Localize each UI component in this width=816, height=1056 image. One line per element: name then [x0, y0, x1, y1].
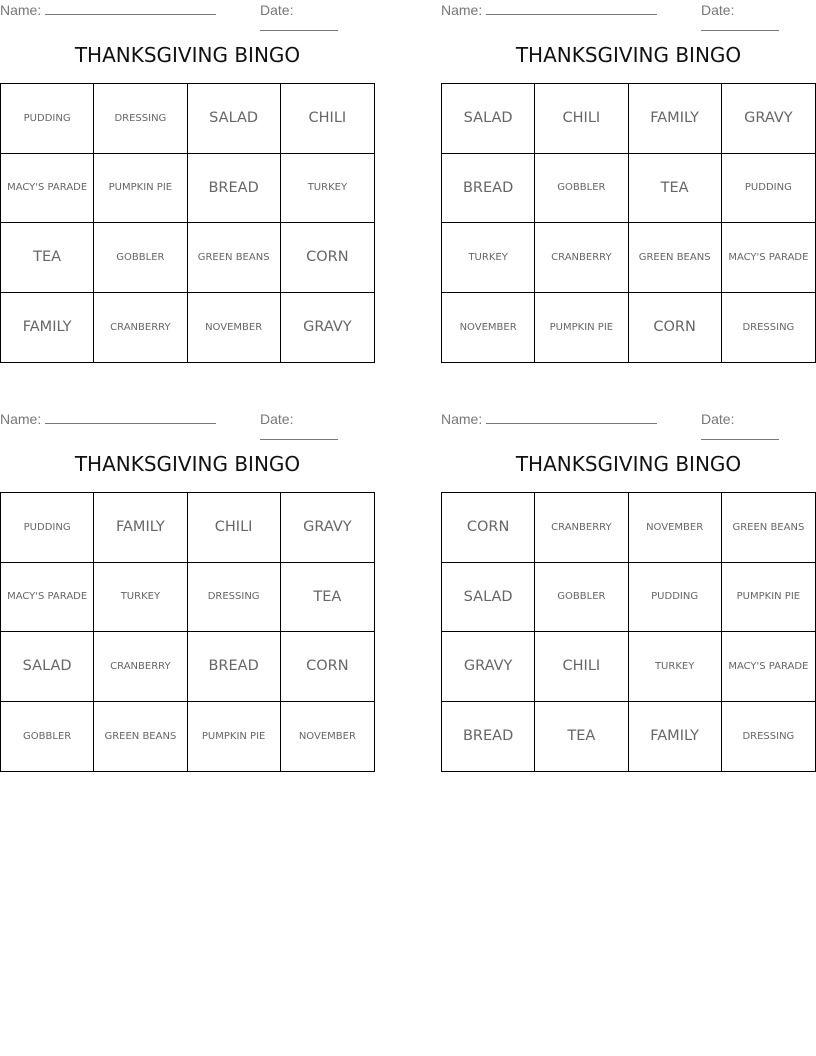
bingo-cell[interactable]: GREEN BEANS — [188, 223, 281, 293]
bingo-cell[interactable]: NOVEMBER — [188, 293, 281, 363]
date-field[interactable] — [260, 411, 375, 443]
date-field[interactable] — [701, 411, 816, 443]
name-date-row — [441, 409, 816, 429]
bingo-cell[interactable]: SALAD — [1, 632, 94, 702]
bingo-cell[interactable]: GOBBLER — [94, 223, 187, 293]
bingo-cell[interactable]: FAMILY — [94, 493, 187, 563]
bingo-cell[interactable]: PUDDING — [629, 563, 722, 633]
bingo-cell[interactable]: FAMILY — [629, 702, 722, 772]
date-label: Date: — [701, 2, 735, 18]
bingo-cell[interactable]: GRAVY — [442, 632, 535, 702]
bingo-cell[interactable]: CORN — [281, 632, 374, 702]
card-title: THANKSGIVING BINGO — [74, 43, 301, 67]
bingo-cell[interactable]: CORN — [442, 493, 535, 563]
bingo-cell[interactable]: DRESSING — [94, 84, 187, 154]
bingo-cell[interactable]: CRANBERRY — [94, 293, 187, 363]
bingo-cell[interactable]: TEA — [629, 154, 722, 224]
bingo-grid — [441, 83, 816, 363]
bingo-cell[interactable]: PUMPKIN PIE — [722, 563, 815, 633]
bingo-cell[interactable]: CHILI — [188, 493, 281, 563]
bingo-cell[interactable]: SALAD — [188, 84, 281, 154]
date-field[interactable] — [701, 2, 816, 34]
bingo-cell[interactable]: SALAD — [442, 563, 535, 633]
bingo-cell[interactable]: DRESSING — [742, 321, 795, 333]
bingo-cell[interactable]: MACY'S PARADE — [1, 154, 94, 224]
name-label: Name: — [0, 411, 42, 427]
bingo-cell[interactable]: MACY'S PARADE — [722, 223, 815, 293]
bingo-cell[interactable]: TURKEY — [442, 223, 535, 293]
name-date-row — [441, 0, 816, 20]
name-label: Name: — [0, 2, 42, 18]
bingo-cell[interactable]: PUDDING — [1, 84, 94, 154]
bingo-cell[interactable]: NOVEMBER — [629, 493, 722, 563]
bingo-cell[interactable]: SALAD — [442, 84, 535, 154]
bingo-cell[interactable]: BREAD — [442, 702, 535, 772]
bingo-cell[interactable]: GREEN BEANS — [722, 493, 815, 563]
bingo-cell[interactable]: PUMPKIN PIE — [188, 702, 281, 772]
date-label: Date: — [260, 2, 294, 18]
bingo-cell[interactable]: CHILI — [535, 84, 628, 154]
bingo-cell[interactable]: TURKEY — [629, 632, 722, 702]
bingo-cell[interactable]: BREAD — [188, 154, 281, 224]
bingo-cell[interactable]: PUDDING — [1, 493, 94, 563]
bingo-cell[interactable]: PUMPKIN PIE — [94, 154, 187, 224]
bingo-cell[interactable]: CRANBERRY — [94, 632, 187, 702]
name-field[interactable] — [0, 411, 216, 427]
bingo-cell[interactable]: BREAD — [188, 632, 281, 702]
bingo-cell[interactable]: NOVEMBER — [298, 730, 356, 742]
card-title: THANKSGIVING BINGO — [515, 452, 742, 476]
card-title: THANKSGIVING BINGO — [515, 43, 742, 67]
bingo-cell[interactable]: GRAVY — [722, 84, 815, 154]
name-date-row — [0, 409, 375, 429]
bingo-cell[interactable]: MACY'S PARADE — [1, 563, 94, 633]
bingo-cell[interactable]: CORN — [281, 223, 374, 293]
bingo-cell[interactable]: GOBBLER — [535, 154, 628, 224]
name-label: Name: — [441, 2, 483, 18]
bingo-grid — [0, 492, 375, 772]
bingo-cell[interactable]: DRESSING — [742, 730, 795, 742]
name-date-row — [0, 0, 375, 20]
bingo-cell[interactable]: CRANBERRY — [535, 223, 628, 293]
bingo-cell[interactable]: CHILI — [281, 84, 374, 154]
bingo-cell[interactable]: PUDDING — [722, 154, 815, 224]
name-label: Name: — [441, 411, 483, 427]
bingo-cell[interactable]: MACY'S PARADE — [722, 632, 815, 702]
bingo-cell[interactable]: TURKEY — [94, 563, 187, 633]
bingo-cell[interactable]: PUMPKIN PIE — [535, 293, 628, 363]
name-field[interactable] — [0, 2, 216, 18]
bingo-cell[interactable]: GOBBLER — [535, 563, 628, 633]
bingo-cell[interactable]: GOBBLER — [1, 702, 94, 772]
date-field[interactable] — [260, 2, 375, 34]
bingo-cell[interactable]: CHILI — [535, 632, 628, 702]
bingo-cell[interactable]: CRANBERRY — [535, 493, 628, 563]
card-title: THANKSGIVING BINGO — [74, 452, 301, 476]
name-field[interactable] — [441, 2, 657, 18]
bingo-cell[interactable]: TEA — [281, 563, 374, 633]
bingo-cell[interactable]: TEA — [535, 702, 628, 772]
bingo-grid — [0, 83, 375, 363]
bingo-cell[interactable]: NOVEMBER — [442, 293, 535, 363]
date-label: Date: — [260, 411, 294, 427]
bingo-cell[interactable]: FAMILY — [629, 84, 722, 154]
bingo-cell[interactable]: BREAD — [442, 154, 535, 224]
name-field[interactable] — [441, 411, 657, 427]
bingo-cell[interactable]: GREEN BEANS — [94, 702, 187, 772]
bingo-cell[interactable]: GRAVY — [281, 493, 374, 563]
bingo-cell[interactable]: CORN — [629, 293, 722, 363]
bingo-cell[interactable]: TEA — [1, 223, 94, 293]
bingo-grid — [441, 492, 816, 772]
date-label: Date: — [701, 411, 735, 427]
bingo-cell[interactable]: DRESSING — [188, 563, 281, 633]
bingo-cell[interactable]: TURKEY — [281, 154, 374, 224]
bingo-cell[interactable]: FAMILY — [1, 293, 94, 363]
bingo-cell[interactable]: GREEN BEANS — [629, 223, 722, 293]
bingo-cell[interactable]: GRAVY — [303, 319, 352, 336]
